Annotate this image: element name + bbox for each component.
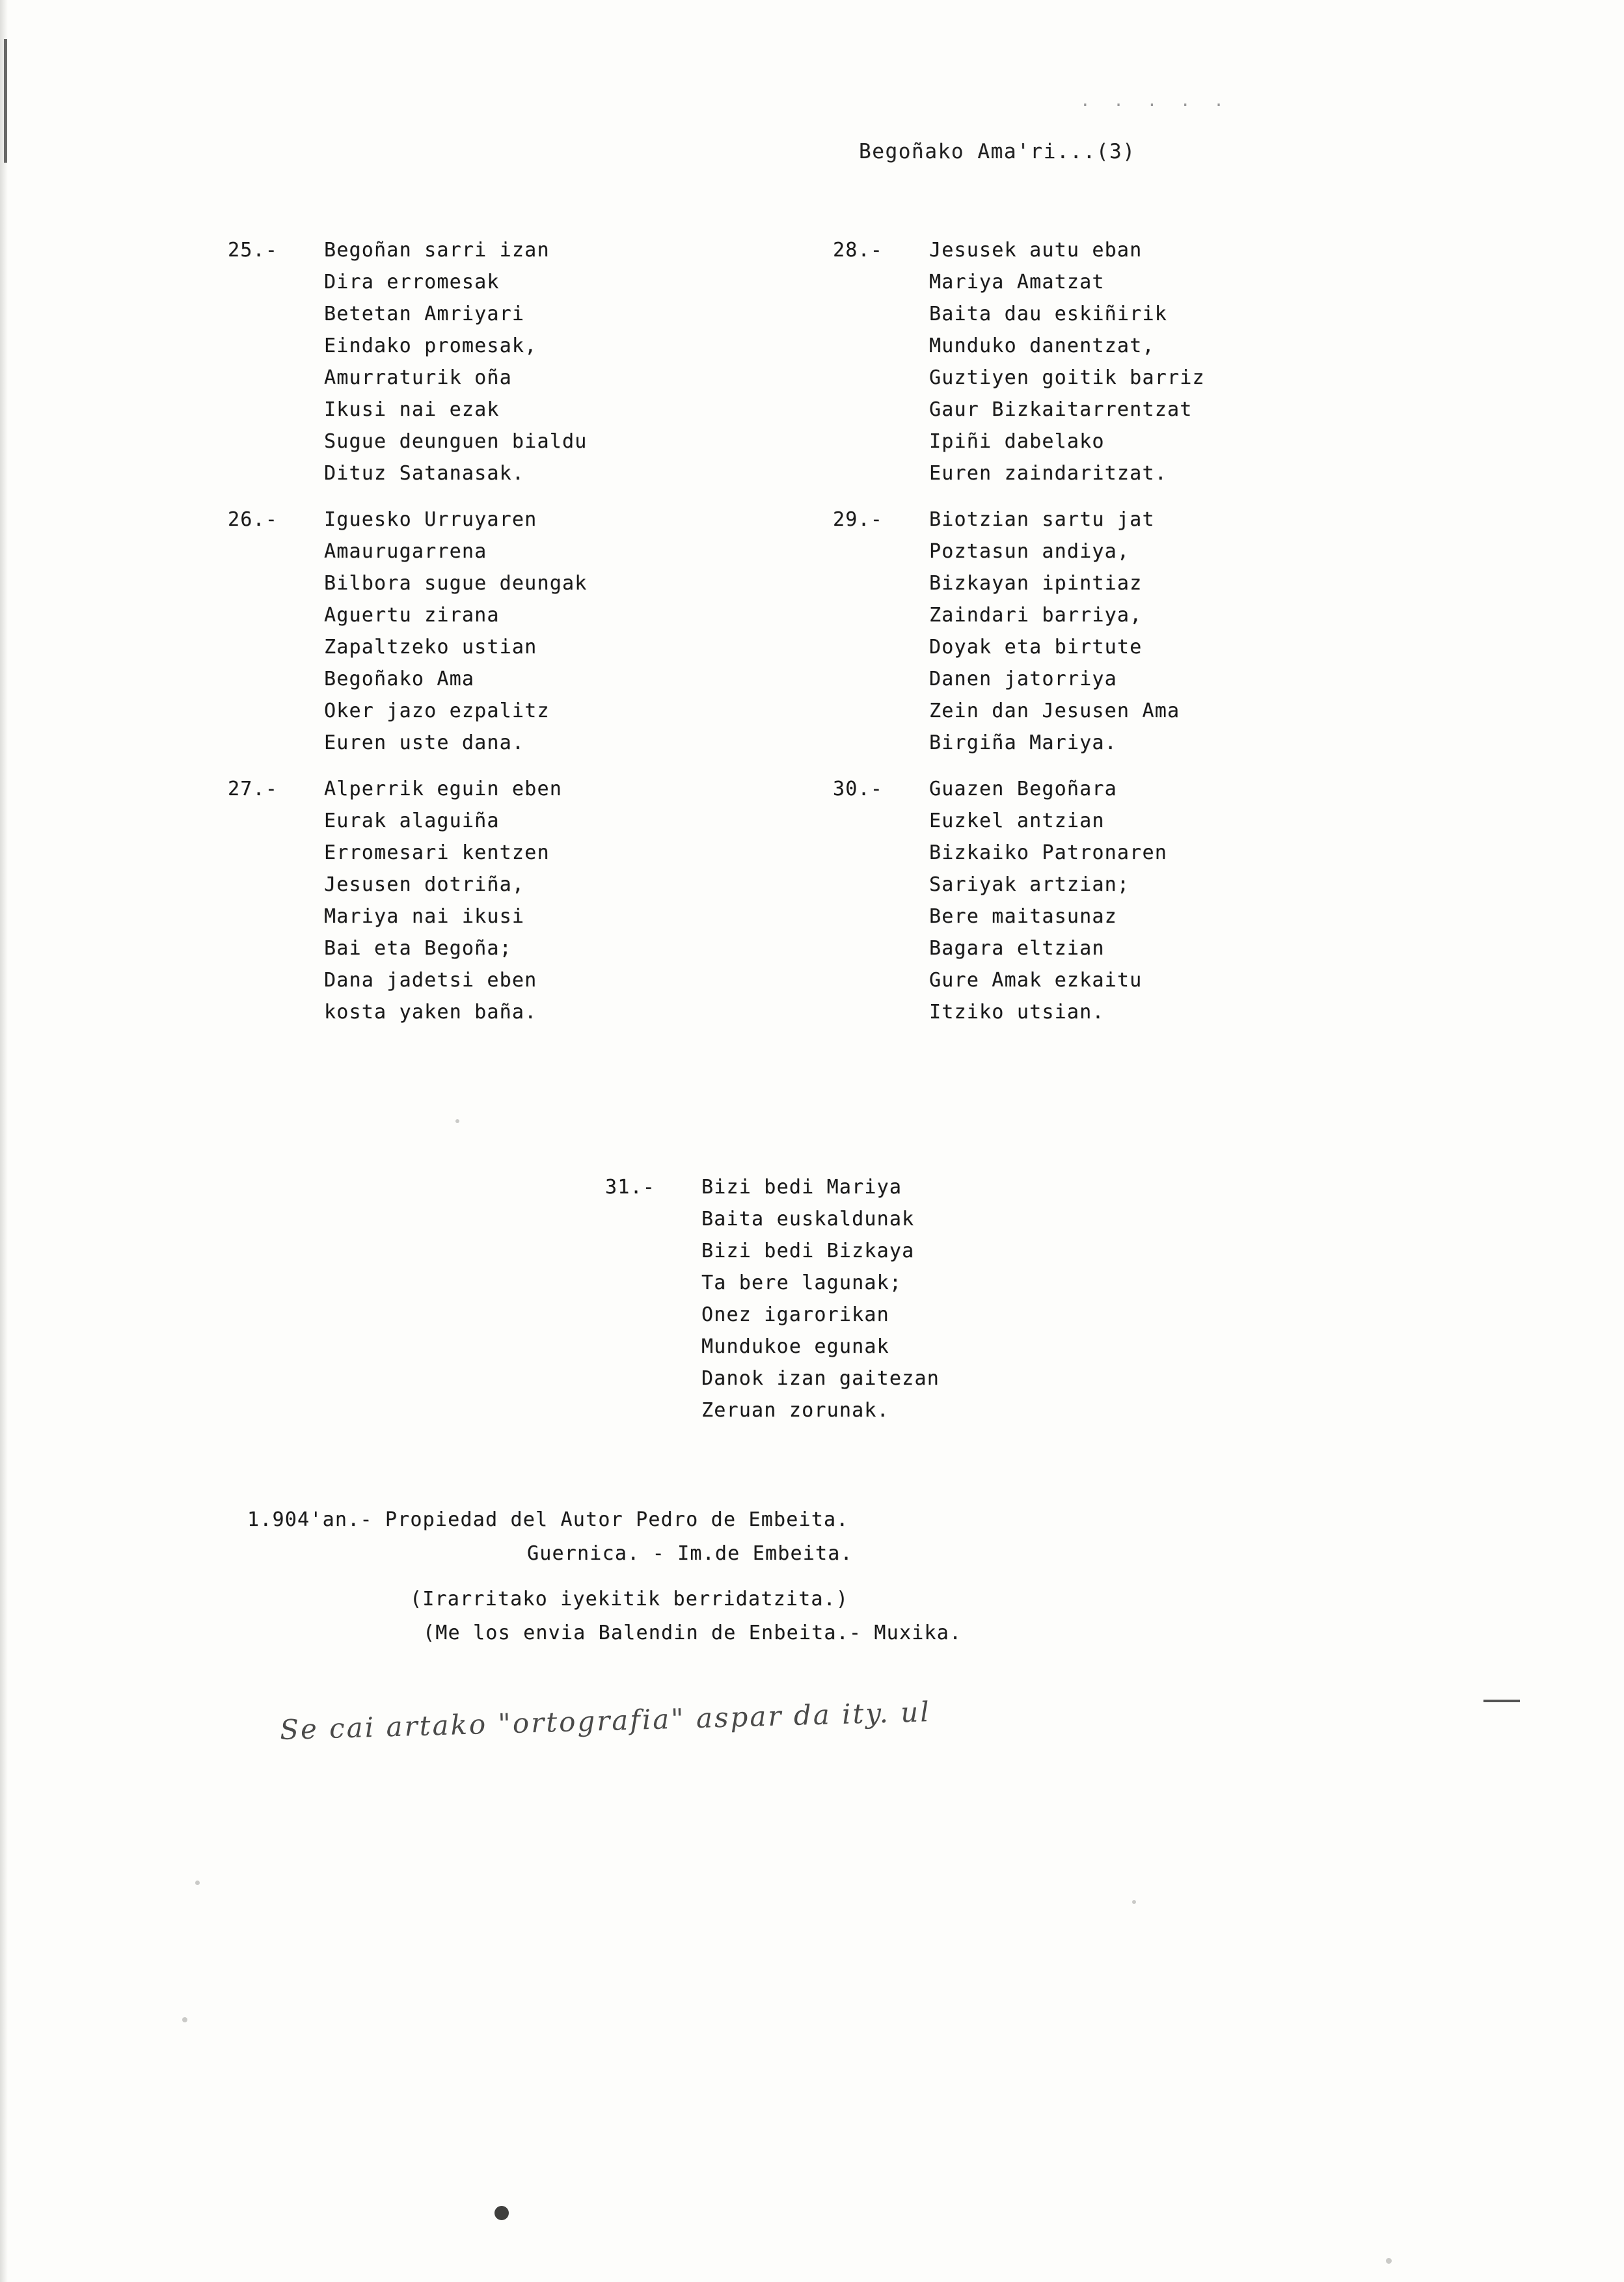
- verse-line: Jesusen dotriña,: [324, 873, 525, 896]
- verse-line: Gure Amak ezkaitu: [929, 969, 1143, 992]
- right-column: [833, 234, 1549, 1042]
- left-column: [228, 234, 911, 1042]
- stanza-number: 25.-: [228, 239, 278, 262]
- verse-line: kosta yaken baña.: [324, 1001, 537, 1024]
- stanza-25: [228, 234, 911, 489]
- header-dot-row: . . . . .: [1080, 91, 1230, 111]
- verse-line: Zein dan Jesusen Ama: [929, 700, 1180, 722]
- verse-line: Biotzian sartu jat: [929, 508, 1155, 531]
- stanza-number: 31.-: [605, 1176, 656, 1199]
- page-header: Begoñako Ama'ri...(3): [859, 140, 1136, 163]
- stanza-29: [833, 504, 1549, 759]
- stanza-lines: [228, 773, 911, 1028]
- stanza-31: [605, 1171, 940, 1426]
- verse-line: Bizi bedi Mariya: [701, 1176, 902, 1199]
- verse-line: Bagara eltzian: [929, 937, 1105, 960]
- verse-line: Baita dau eskiñirik: [929, 303, 1167, 325]
- verse-line: Jesusek autu eban: [929, 239, 1143, 262]
- stanza-lines: [228, 504, 911, 759]
- verse-line: Iguesko Urruyaren: [324, 508, 537, 531]
- verse-line: Guazen Begoñara: [929, 778, 1117, 800]
- verse-line: Baita euskaldunak: [701, 1208, 915, 1230]
- verse-line: Amurraturik oña: [324, 366, 512, 389]
- scan-edge-artifact: [0, 0, 8, 2282]
- stanza-lines: [228, 234, 911, 489]
- verse-line: Dana jadetsi eben: [324, 969, 537, 992]
- verse-line: Bizi bedi Bizkaya: [701, 1240, 915, 1262]
- verse-line: Mariya nai ikusi: [324, 905, 525, 928]
- verse-line: Euren zaindaritzat.: [929, 462, 1167, 485]
- verse-line: Birgiña Mariya.: [929, 731, 1117, 754]
- verse-line: Itziko utsian.: [929, 1001, 1105, 1024]
- stanza-28: [833, 234, 1549, 489]
- verse-line: Ta bere lagunak;: [701, 1271, 902, 1294]
- ink-dot-artifact: [494, 2206, 509, 2220]
- verse-line: Aguertu zirana: [324, 604, 500, 627]
- stanza-number: 30.-: [833, 778, 884, 800]
- scan-edge-mark: [4, 39, 7, 163]
- verse-line: Bizkayan ipintiaz: [929, 572, 1143, 595]
- verse-line: Eurak alaguiña: [324, 809, 500, 832]
- verse-line: Zaindari barriya,: [929, 604, 1143, 627]
- verse-line: Dituz Satanasak.: [324, 462, 525, 485]
- verse-line: Sariyak artzian;: [929, 873, 1130, 896]
- verse-line: Dira erromesak: [324, 271, 500, 293]
- verse-line: Oker jazo ezpalitz: [324, 700, 550, 722]
- verse-line: Guztiyen goitik barriz: [929, 366, 1205, 389]
- stanza-lines: [833, 234, 1549, 489]
- verse-line: Danen jatorriya: [929, 668, 1117, 690]
- speck: [1386, 2258, 1392, 2264]
- colophon-line-sender: (Me los envia Balendin de Enbeita.- Muxika.: [423, 1622, 962, 1644]
- verse-line: Danok izan gaitezan: [701, 1367, 940, 1390]
- speck: [1132, 1900, 1136, 1904]
- verse-line: Begoñako Ama: [324, 668, 475, 690]
- verse-line: Ipiñi dabelako: [929, 430, 1105, 453]
- handwritten-annotation: Se cai artako "ortografia" aspar da ity. ul: [279, 1696, 932, 1746]
- verse-line: Ikusi nai ezak: [324, 398, 500, 421]
- verse-line: Betetan Amriyari: [324, 303, 525, 325]
- verse-line: Zapaltzeko ustian: [324, 636, 537, 659]
- speck: [182, 2017, 187, 2022]
- stanza-27: [228, 773, 911, 1028]
- stanza-lines: [833, 773, 1549, 1028]
- verse-line: Bai eta Begoña;: [324, 937, 512, 960]
- speck: [455, 1119, 459, 1123]
- verse-line: Bizkaiko Patronaren: [929, 841, 1167, 864]
- verse-line: Zeruan zorunak.: [701, 1399, 889, 1422]
- verse-line: Mariya Amatzat: [929, 271, 1105, 293]
- colophon-line-copyright: 1.904'an.- Propiedad del Autor Pedro de Embeita.: [247, 1508, 849, 1531]
- stanza-number: 26.-: [228, 508, 278, 531]
- colophon-line-printer: Guernica. - Im.de Embeita.: [527, 1542, 853, 1565]
- verse-line: Mundukoe egunak: [701, 1335, 889, 1358]
- stanza-number: 28.-: [833, 239, 884, 262]
- handwritten-dash: [1483, 1700, 1520, 1702]
- verse-line: Munduko danentzat,: [929, 334, 1155, 357]
- verse-line: Gaur Bizkaitarrentzat: [929, 398, 1193, 421]
- verse-line: Bilbora sugue deungak: [324, 572, 588, 595]
- colophon-line-note: (Irarritako iyekitik berridatzita.): [410, 1588, 849, 1610]
- verse-line: Euzkel antzian: [929, 809, 1105, 832]
- stanza-number: 27.-: [228, 778, 278, 800]
- stanza-number: 29.-: [833, 508, 884, 531]
- verse-line: Onez igarorikan: [701, 1303, 889, 1326]
- stanza-lines: [833, 504, 1549, 759]
- verse-line: Euren uste dana.: [324, 731, 525, 754]
- verse-line: Bere maitasunaz: [929, 905, 1117, 928]
- speck: [195, 1881, 200, 1885]
- verse-line: Erromesari kentzen: [324, 841, 550, 864]
- verse-line: Amaurugarrena: [324, 540, 487, 563]
- verse-line: Begoñan sarri izan: [324, 239, 550, 262]
- verse-line: Alperrik eguin eben: [324, 778, 562, 800]
- stanza-lines: [605, 1171, 940, 1426]
- colophon: [247, 1503, 962, 1650]
- verse-line: Doyak eta birtute: [929, 636, 1143, 659]
- stanza-30: [833, 773, 1549, 1028]
- verse-line: Sugue deunguen bialdu: [324, 430, 588, 453]
- stanza-26: [228, 504, 911, 759]
- verse-line: Poztasun andiya,: [929, 540, 1130, 563]
- verse-line: Eindako promesak,: [324, 334, 537, 357]
